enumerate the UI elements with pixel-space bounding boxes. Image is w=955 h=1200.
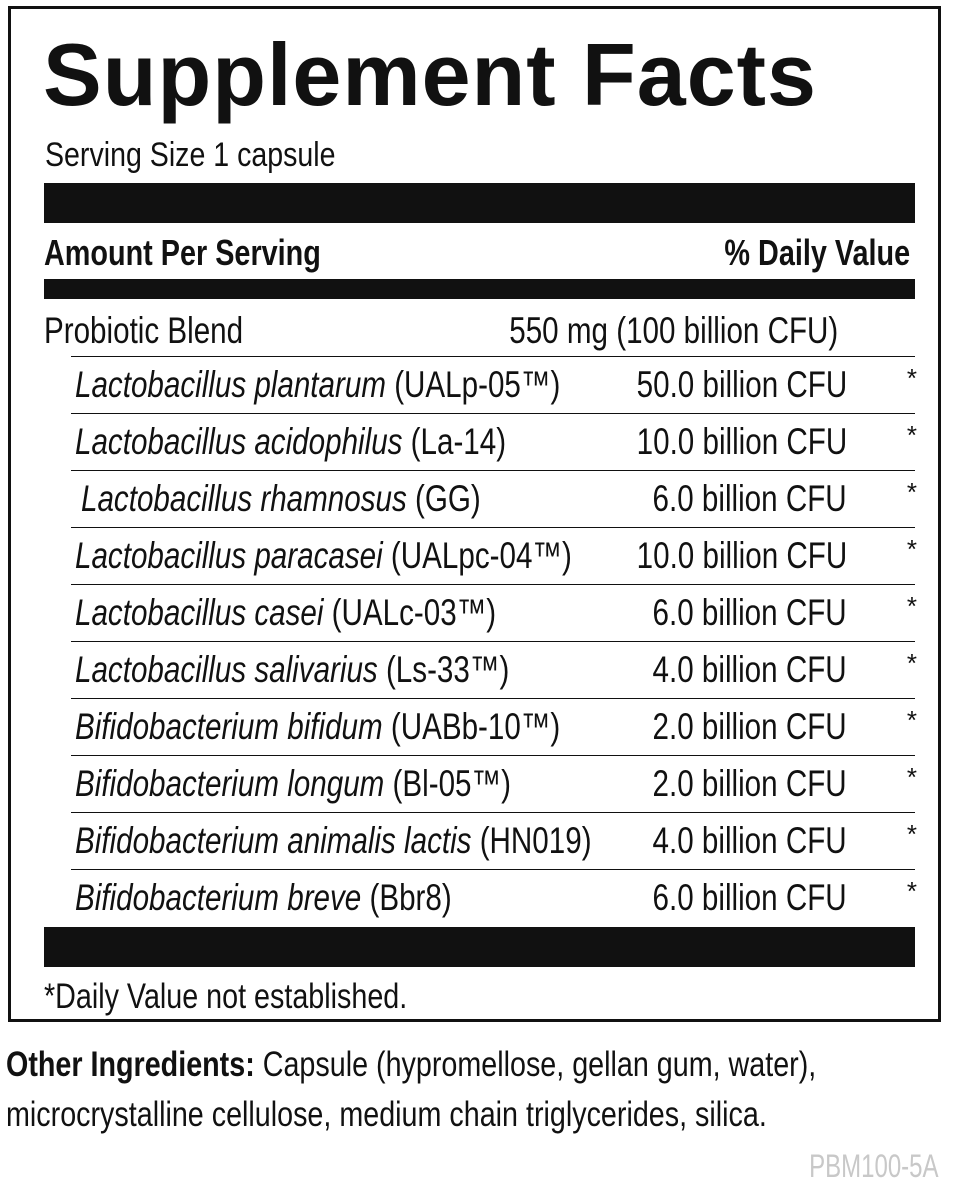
daily-value-mark: *: [906, 705, 917, 735]
supplement-facts-panel: [8, 6, 941, 1022]
other-ingredients-text: Capsule (hypromellose, gellan gum, water), microcrystalline cellulose, medium chain triglycerides, silica.: [6, 1045, 817, 1134]
daily-value-mark: *: [906, 363, 917, 393]
ingredient-amount: 10.0 billion CFU: [636, 421, 847, 462]
ingredient-amount: 50.0 billion CFU: [636, 364, 847, 405]
ingredient-row: [71, 869, 915, 926]
ingredient-amount: 6.0 billion CFU: [652, 877, 847, 918]
other-ingredients: [6, 1040, 924, 1140]
thick-divider-top: [44, 183, 915, 223]
daily-value-mark: *: [906, 648, 917, 678]
ingredient-name: Lactobacillus salivarius (Ls-33™): [75, 649, 510, 690]
ingredient-row: [71, 356, 915, 413]
ingredient-amount: 4.0 billion CFU: [652, 820, 847, 861]
ingredient-amount: 4.0 billion CFU: [652, 649, 847, 690]
product-code: PBM100-5A: [809, 1148, 939, 1184]
panel-title: Supplement Facts: [43, 25, 817, 124]
ingredient-name: Bifidobacterium animalis lactis (HN019): [75, 820, 592, 861]
ingredient-row: [71, 413, 915, 470]
ingredient-name: Bifidobacterium breve (Bbr8): [75, 877, 452, 918]
ingredient-amount: 6.0 billion CFU: [652, 592, 847, 633]
daily-value-mark: *: [906, 420, 917, 450]
daily-value-mark: *: [906, 591, 917, 621]
ingredient-name: Lactobacillus rhamnosus (GG): [81, 478, 481, 519]
ingredient-row: [71, 755, 915, 812]
ingredient-amount: 6.0 billion CFU: [652, 478, 847, 519]
daily-value-mark: *: [906, 534, 917, 564]
ingredient-row: [71, 470, 915, 527]
daily-value-mark: *: [906, 762, 917, 792]
ingredient-name: Lactobacillus paracasei (UALpc-04™): [75, 535, 572, 576]
other-ingredients-label: Other Ingredients:: [6, 1045, 255, 1084]
blend-name: Probiotic Blend: [44, 310, 244, 351]
ingredient-name: Bifidobacterium longum (Bl-05™): [75, 763, 511, 804]
serving-size: Serving Size 1 capsule: [45, 136, 336, 174]
daily-value-mark: *: [906, 477, 917, 507]
ingredient-row: [71, 812, 915, 869]
ingredient-row: [71, 698, 915, 755]
blend-amount: 550 mg (100 billion CFU): [508, 310, 838, 351]
daily-value-mark: *: [906, 819, 917, 849]
daily-value-header: % Daily Value: [724, 232, 910, 273]
ingredient-row: [71, 641, 915, 698]
ingredient-row: [71, 584, 915, 641]
ingredient-name: Lactobacillus casei (UALc-03™): [75, 592, 497, 633]
ingredient-name: Bifidobacterium bifidum (UABb-10™): [75, 706, 561, 747]
ingredient-name: Lactobacillus plantarum (UALp-05™): [75, 364, 561, 405]
ingredient-amount: 2.0 billion CFU: [652, 763, 847, 804]
ingredient-name: Lactobacillus acidophilus (La-14): [75, 421, 507, 462]
amount-per-serving-header: Amount Per Serving: [44, 232, 321, 273]
ingredient-row: [71, 527, 915, 584]
daily-value-mark: *: [906, 876, 917, 906]
medium-divider: [44, 279, 915, 299]
ingredient-amount: 10.0 billion CFU: [636, 535, 847, 576]
thick-divider-bottom: [44, 927, 915, 967]
daily-value-footnote: *Daily Value not established.: [44, 977, 408, 1016]
ingredient-amount: 2.0 billion CFU: [652, 706, 847, 747]
